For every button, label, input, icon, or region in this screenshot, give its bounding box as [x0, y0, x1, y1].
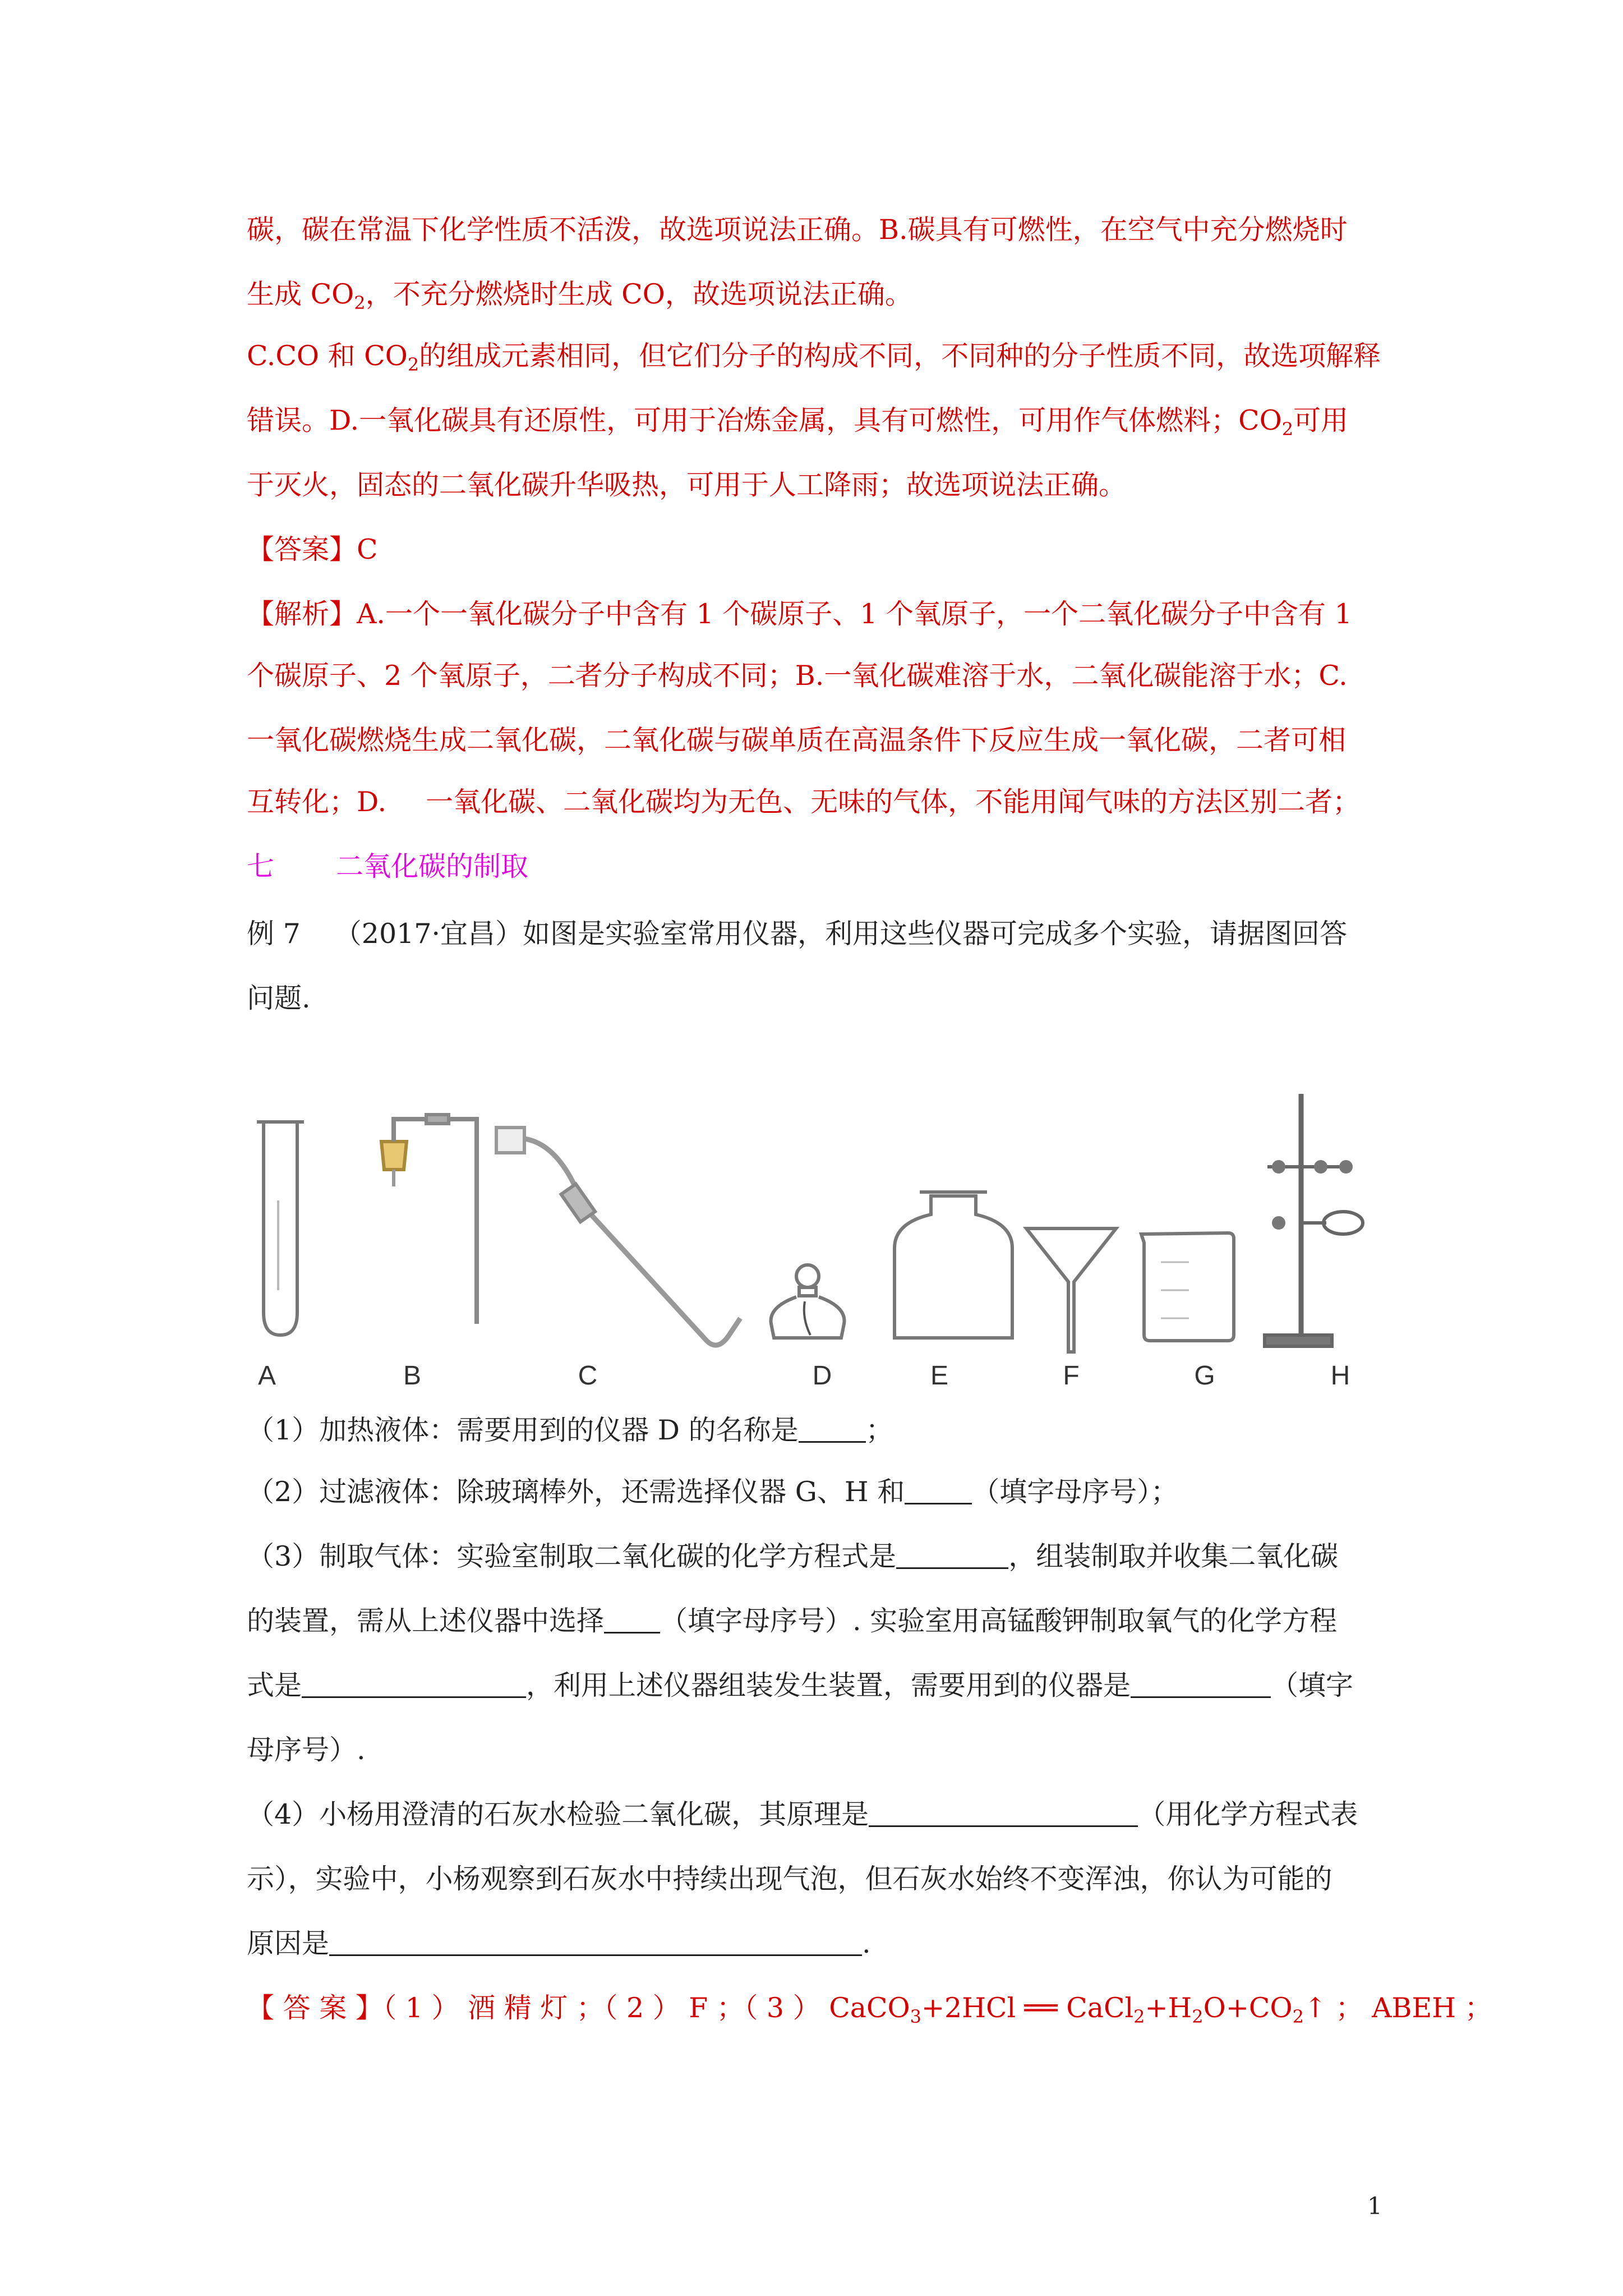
- text: +H: [1145, 1992, 1192, 2024]
- text: （用化学方程式表: [1138, 1798, 1358, 1830]
- analysis-line-2: [247, 278, 912, 320]
- analysis2-line-4: [247, 785, 1360, 819]
- gas-bottle-icon: [895, 1192, 1012, 1338]
- text: ，不充分燃烧时生成 CO，故选项说法正确。: [365, 278, 912, 310]
- text: （4）小杨用澄清的石灰水检验二氧化碳，其原理是: [247, 1798, 869, 1830]
- text: （填字: [1271, 1669, 1354, 1701]
- text: 错误。D.一氧化碳具有还原性，可用于冶炼金属，具有可燃性，可用作气体燃料；CO: [247, 404, 1282, 436]
- question-3-line-1: [247, 1540, 1338, 1573]
- answer-blank[interactable]: [302, 1672, 526, 1698]
- answer-label: 【 答 案 】: [247, 1992, 383, 2024]
- question-3-line-4: [247, 1733, 366, 1767]
- question-3-line-2: [247, 1604, 1337, 1638]
- subscript: 2: [1133, 2006, 1145, 2027]
- beaker-icon: [1141, 1233, 1234, 1341]
- analysis-line-5: [247, 468, 1126, 502]
- page-number: 1: [1367, 2192, 1382, 2220]
- subscript: 2: [1292, 2006, 1304, 2027]
- text: 母序号）.: [247, 1734, 366, 1766]
- text: 式是: [247, 1669, 302, 1701]
- text: .: [862, 1927, 871, 1959]
- example-line-1: [247, 917, 1347, 951]
- text: A.一个一氧化碳分子中含有 1 个碳原子、1 个氧原子，一个二氧化碳分子中含有 1: [357, 598, 1352, 630]
- text: 个碳原子、2 个氧原子，二者分子构成不同；B.一氧化碳难溶于水，二氧化碳能溶于水；C.: [247, 660, 1348, 692]
- text: 示），实验中，小杨观察到石灰水中持续出现气泡，但石灰水始终不变浑浊，你认为可能的: [247, 1863, 1332, 1895]
- answer-blank[interactable]: [1131, 1672, 1271, 1698]
- answer-blank[interactable]: [604, 1607, 660, 1634]
- label-a: A: [257, 1361, 276, 1391]
- example-number: 例 7: [247, 918, 301, 950]
- text: 互转化；D.: [247, 786, 387, 818]
- answer-prev: [247, 533, 378, 567]
- label-g: G: [1194, 1361, 1215, 1391]
- text: （填字母序号）. 实验室用高锰酸钾制取氧气的化学方程: [660, 1605, 1338, 1637]
- text: （2）过滤液体：除玻璃棒外，还需选择仪器 G、H 和: [247, 1476, 905, 1508]
- text: （ 1 ） 酒 精 灯 ；（ 2 ） F ；（ 3 ） CaCO: [382, 1992, 910, 2024]
- analysis-line-1: [247, 213, 1348, 247]
- text: 的组成元素相同，但它们分子的构成不同，不同种的分子性质不同，故选项解释: [419, 340, 1381, 372]
- question-4-line-2: [247, 1862, 1332, 1896]
- question-3-line-3: [247, 1669, 1353, 1703]
- text: （2017·宜昌）如图是实验室常用仪器，利用这些仪器可完成多个实验，请据图回答: [334, 918, 1348, 950]
- text: 的装置，需从上述仪器中选择: [247, 1605, 605, 1637]
- question-2: [247, 1475, 1178, 1509]
- answer-blank[interactable]: [869, 1801, 1138, 1827]
- text: （3）制取气体：实验室制取二氧化碳的化学方程式是: [247, 1540, 897, 1572]
- text: C.CO 和 CO: [247, 340, 408, 372]
- test-tube-icon: [257, 1122, 304, 1335]
- alcohol-lamp-icon: [771, 1265, 845, 1338]
- text: O+CO: [1203, 1992, 1293, 2024]
- label-e: E: [930, 1361, 948, 1391]
- text: 一氧化碳燃烧生成二氧化碳，二氧化碳与碳单质在高温条件下反应生成一氧化碳，二者可相: [247, 724, 1347, 756]
- label-c: C: [578, 1361, 598, 1391]
- answer-label: 【答案】: [247, 533, 357, 565]
- example-line-2: [247, 982, 311, 1015]
- analysis-line-4: [247, 404, 1348, 446]
- subscript: 2: [407, 354, 419, 375]
- text: ，利用上述仪器组装发生装置，需要用到的仪器是: [526, 1669, 1131, 1701]
- text: 碳，碳在常温下化学性质不活泼，故选项说法正确。B.碳具有可燃性，在空气中充分燃烧时: [247, 214, 1348, 246]
- apparatus-figure: [241, 1088, 1419, 1358]
- text: ，组装制取并收集二氧化碳: [1008, 1540, 1339, 1572]
- label-b: B: [403, 1361, 421, 1391]
- subscript: 2: [354, 292, 366, 314]
- stopper-bent-tube-icon: [381, 1115, 477, 1324]
- question-4-line-1: [247, 1798, 1358, 1832]
- analysis-line-3: [247, 339, 1381, 381]
- text: 问题.: [247, 982, 311, 1014]
- text: （填字母序号）；: [972, 1476, 1178, 1508]
- iron-stand-icon: [1265, 1094, 1363, 1346]
- answer-blank[interactable]: [905, 1478, 972, 1504]
- subscript: 2: [1281, 418, 1294, 440]
- text: 于灭火，固态的二氧化碳升华吸热，可用于人工降雨；故选项说法正确。: [247, 469, 1127, 501]
- text: ；: [865, 1414, 893, 1446]
- analysis2-line-3: [247, 724, 1346, 757]
- analysis2-line-2: [247, 659, 1348, 693]
- label-h: H: [1330, 1361, 1350, 1391]
- section-title: 二氧化碳的制取: [336, 850, 529, 882]
- text: 可用: [1293, 404, 1349, 436]
- subscript: 3: [910, 2006, 921, 2027]
- delivery-tube-icon: [496, 1128, 740, 1345]
- subscript: 2: [1192, 2006, 1204, 2027]
- section-heading: [247, 850, 528, 884]
- text: 生成 CO: [247, 278, 354, 310]
- question-1: [247, 1414, 893, 1447]
- analysis2-line-1: [247, 597, 1352, 631]
- analysis-label: 【解析】: [247, 598, 357, 630]
- text: ↑ ； ABEH ；: [1303, 1992, 1492, 2024]
- answer-line: [247, 1991, 1492, 2033]
- text: +2HCl ══ CaCl: [921, 1992, 1134, 2024]
- text: 原因是: [247, 1927, 330, 1959]
- text: （1）加热液体：需要用到的仪器 D 的名称是: [247, 1414, 799, 1446]
- answer-blank[interactable]: [329, 1930, 862, 1956]
- label-f: F: [1063, 1361, 1080, 1391]
- label-d: D: [812, 1361, 832, 1391]
- answer-blank[interactable]: [799, 1416, 866, 1443]
- text: 一氧化碳、二氧化碳均为无色、无味的气体，不能用闻气味的方法区别二者；: [426, 786, 1361, 818]
- section-number: 七: [247, 850, 275, 882]
- question-4-line-3: [247, 1927, 871, 1961]
- answer-value: C: [357, 533, 378, 565]
- funnel-icon: [1026, 1228, 1116, 1352]
- answer-blank[interactable]: [896, 1543, 1008, 1569]
